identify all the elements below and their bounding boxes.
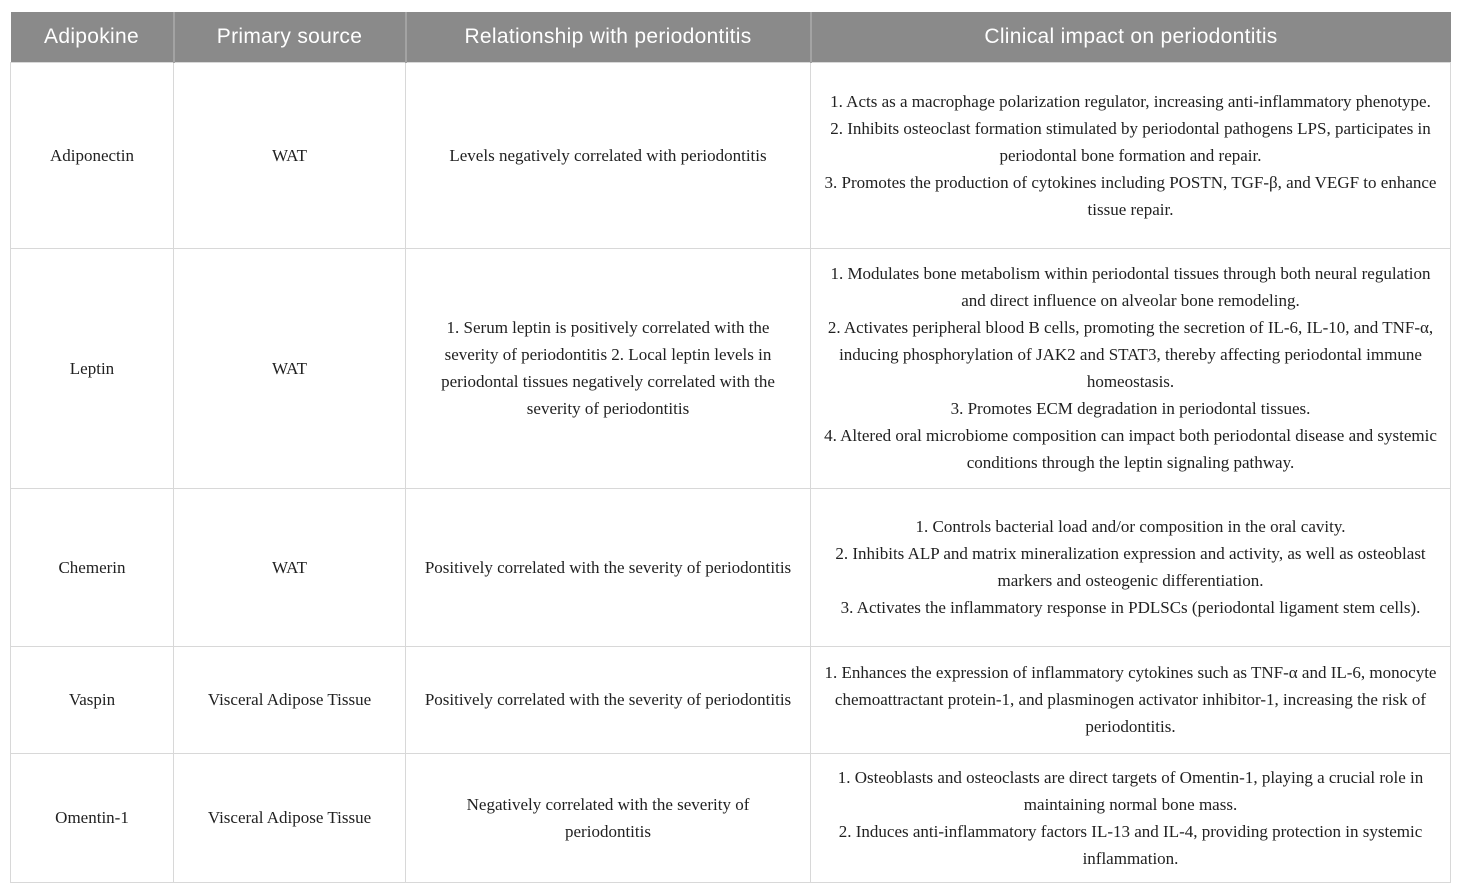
impact-item: 1. Acts as a macrophage polarization regulator, increasing anti-inflammatory phenotype. <box>830 91 1431 111</box>
table-row <box>11 488 1451 646</box>
impact-item: 2. Induces anti-inflammatory factors IL-13 and IL-4, providing protection in systemic inflammation. <box>838 821 1423 868</box>
impact-item: 3. Promotes ECM degradation in periodontal tissues. <box>950 399 1311 418</box>
impact-item: 3. Activates the inflammatory response in PDLSCs (periodontal ligament stem cells). <box>840 598 1421 617</box>
impact-item: 2. Activates peripheral blood B cells, promoting the secretion of IL-6, IL-10, and TNF-α, inducing phosphorylation of JAK2 and STAT3, thereby affecting periodontal immune homeostasis. <box>827 318 1434 391</box>
clinical-impact-cell <box>811 753 1451 882</box>
adipokine-cell: Adiponectin <box>11 62 174 248</box>
table-row <box>11 753 1451 882</box>
impact-item: 1. Controls bacterial load and/or composition in the oral cavity. <box>915 517 1346 536</box>
clinical-impact-cell <box>811 488 1451 646</box>
adipokine-table-container <box>10 12 1450 883</box>
table-header <box>11 12 1451 62</box>
relationship-cell: Levels negatively correlated with periodontitis <box>406 62 811 248</box>
relationship-cell: Negatively correlated with the severity of periodontitis <box>406 753 811 882</box>
header-clinical-impact: Clinical impact on periodontitis <box>811 12 1451 62</box>
header-relationship: Relationship with periodontitis <box>406 12 811 62</box>
impact-item: 1. Enhances the expression of inflammatory cytokines such as TNF-α and IL-6, monocyte chemoattractant protein-1, and plasminogen activator inhibitor-1, increasing the risk of periodontitis. <box>824 663 1437 736</box>
adipokine-cell: Vaspin <box>11 646 174 753</box>
impact-item: 2. Inhibits ALP and matrix mineralization expression and activity, as well as osteoblast markers and osteogenic differentiation. <box>835 544 1426 590</box>
relationship-cell: 1. Serum leptin is positively correlated with the severity of periodontitis 2. Local leptin levels in periodontal tissues negatively correlated with the severity of periodontitis <box>406 248 811 488</box>
header-row <box>11 12 1451 62</box>
table-row <box>11 62 1451 248</box>
adipokine-cell: Leptin <box>11 248 174 488</box>
impact-item: 2. Inhibits osteoclast formation stimulated by periodontal pathogens LPS, participates in periodontal bone formation and repair. <box>830 118 1431 165</box>
primary-source-cell: Visceral Adipose Tissue <box>174 646 406 753</box>
adipokine-cell: Chemerin <box>11 488 174 646</box>
impact-item: 1. Osteoblasts and osteoclasts are direct targets of Omentin-1, playing a crucial role in maintaining normal bone mass. <box>837 767 1424 814</box>
relationship-cell: Positively correlated with the severity of periodontitis <box>406 646 811 753</box>
clinical-impact-cell <box>811 248 1451 488</box>
impact-item: 4. Altered oral microbiome composition can impact both periodontal disease and systemic conditions through the leptin signaling pathway. <box>824 426 1437 472</box>
primary-source-cell: WAT <box>174 248 406 488</box>
adipokine-cell: Omentin-1 <box>11 753 174 882</box>
primary-source-cell: Visceral Adipose Tissue <box>174 753 406 882</box>
clinical-impact-cell <box>811 646 1451 753</box>
header-adipokine: Adipokine <box>11 12 174 62</box>
table-row <box>11 248 1451 488</box>
clinical-impact-cell <box>811 62 1451 248</box>
relationship-cell: Positively correlated with the severity of periodontitis <box>406 488 811 646</box>
adipokine-table <box>10 12 1451 883</box>
header-primary-source: Primary source <box>174 12 406 62</box>
impact-item: 1. Modulates bone metabolism within periodontal tissues through both neural regulation and direct influence on alveolar bone remodeling. <box>830 264 1431 310</box>
primary-source-cell: WAT <box>174 62 406 248</box>
table-body <box>11 62 1451 882</box>
table-row <box>11 646 1451 753</box>
impact-item: 3. Promotes the production of cytokines including POSTN, TGF-β, and VEGF to enhance tissue repair. <box>824 172 1437 219</box>
primary-source-cell: WAT <box>174 488 406 646</box>
